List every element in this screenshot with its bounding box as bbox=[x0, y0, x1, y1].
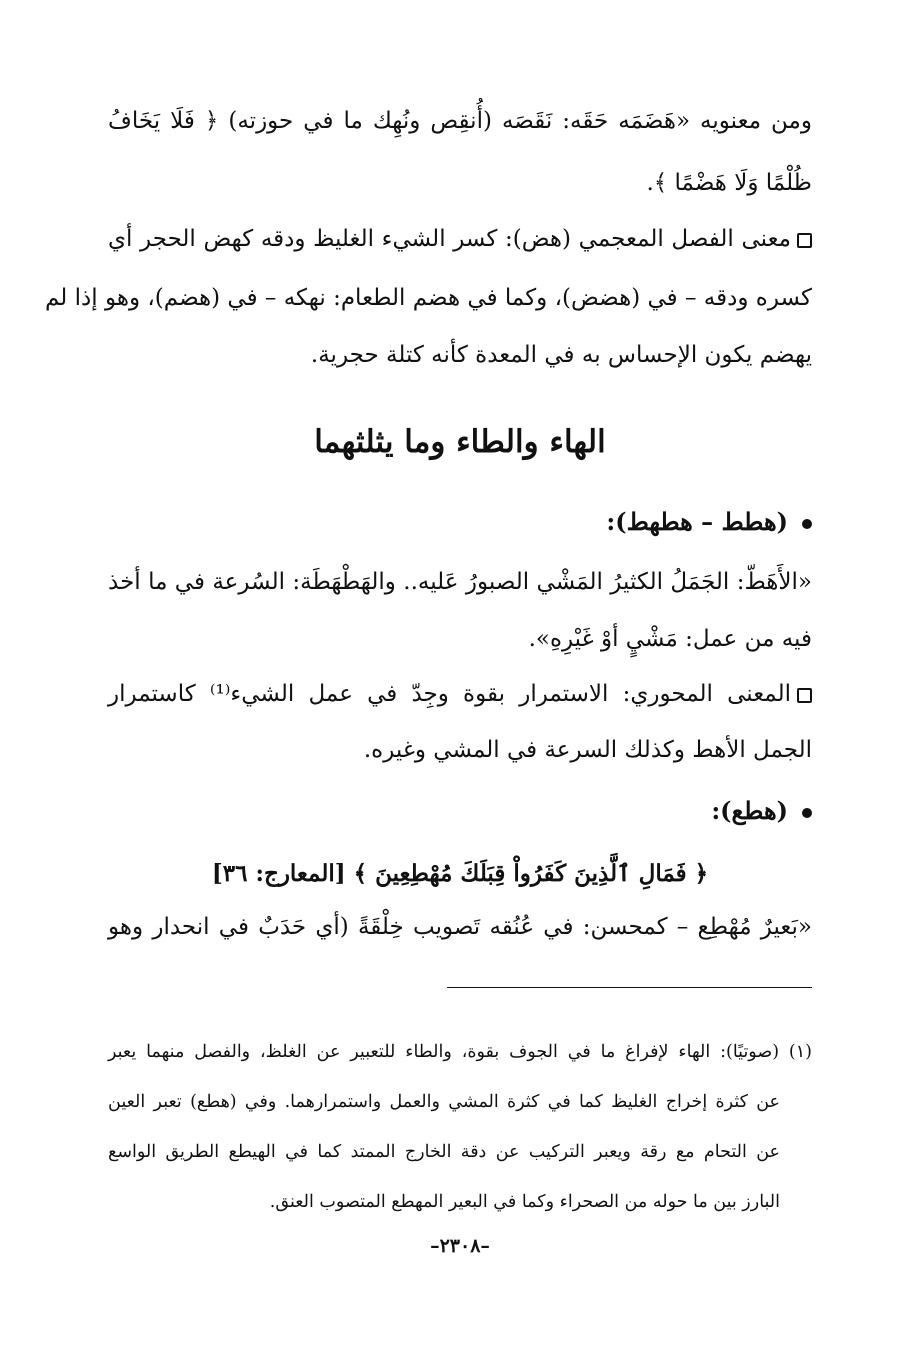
footnote-line: عن التحام مع رقة ويعبر التركيب عن دقة الخارج الممتد كما في الهيطع الطريق الواسع bbox=[108, 1142, 780, 1162]
paragraph-line: كسره ودقه – في (هضض)، وكما في هضم الطعام: نهكه – في (هضم)، وهو إذا لم bbox=[44, 285, 812, 311]
footnote-line: عن كثرة إخراج الغليظ كما في كثرة المشي والعمل واستمرارهما. وفي (هطع) تعبر العين bbox=[108, 1092, 780, 1112]
paragraph-line: ظُلْمًا وَلَا هَضْمًا ﴾. bbox=[646, 170, 812, 196]
entry-title bbox=[606, 505, 812, 539]
paragraph-line bbox=[108, 222, 812, 256]
entry-title bbox=[711, 794, 812, 828]
page-number: –٢٣٠٨– bbox=[430, 1235, 490, 1257]
paragraph-text: المعنى المحوري: الاستمرار بقوة وجِدّ في عمل الشيء⁽¹⁾ كاستمرار bbox=[108, 681, 791, 707]
paragraph-text: معنى الفصل المعجمي (هض): كسر الشيء الغليظ ودقه كهض الحجر أي bbox=[108, 226, 791, 252]
square-icon bbox=[797, 688, 812, 703]
footnote-line: البارز بين ما حوله من الصحراء وكما في البعير المهطع المتصوب العنق. bbox=[269, 1192, 780, 1212]
paragraph-line: فيه من عمل: مَشْيٍ أوْ غَيْرِهِ». bbox=[528, 626, 812, 652]
paragraph-line: «الأَهَطّ: الجَمَلُ الكثيرُ المَشْي الصبورُ عَليه.. والهَطْهَطَة: السُرعة في ما أخذ bbox=[108, 569, 812, 595]
section-heading: الهاء والطاء وما يثلثهما bbox=[314, 424, 606, 460]
footnote-line: (١) (صوتيًا): الهاء لإفراغ ما في الجوف بقوة، والطاء للتعبير عن الغلظ، والفصل منهما يعبر bbox=[108, 1042, 812, 1062]
square-icon bbox=[797, 233, 812, 248]
paragraph-line: يهضم يكون الإحساس به في المعدة كأنه كتلة حجرية. bbox=[310, 342, 812, 368]
entry-title-text: (هطط – هطهط): bbox=[606, 507, 788, 536]
paragraph-line: الجمل الأهط وكذلك السرعة في المشي وغيره. bbox=[363, 737, 812, 763]
paragraph-line: ومن معنويه «هَضَمَه حَقَه: نَقَصَه (أُنقِص ونُهِك ما في حوزته) ﴿ فَلَا يَخَافُ bbox=[108, 108, 812, 134]
bullet-icon bbox=[802, 808, 812, 818]
quran-verse: ﴿ فَمَالِ ٱلَّذِينَ كَفَرُواْ قِبَلَكَ مُهْطِعِينَ ﴾ [المعارج: ٣٦] bbox=[211, 860, 709, 887]
bullet-icon bbox=[802, 519, 812, 529]
entry-title-text: (هطع): bbox=[711, 796, 788, 825]
paragraph-line: «بَعيرٌ مُهْطِع – كمحسن: في عُنُقه تَصويب خِلْقَةً (أي حَدَبٌ في انحدار وهو bbox=[108, 914, 812, 940]
footnote-divider bbox=[447, 987, 812, 988]
paragraph-line bbox=[108, 677, 812, 711]
